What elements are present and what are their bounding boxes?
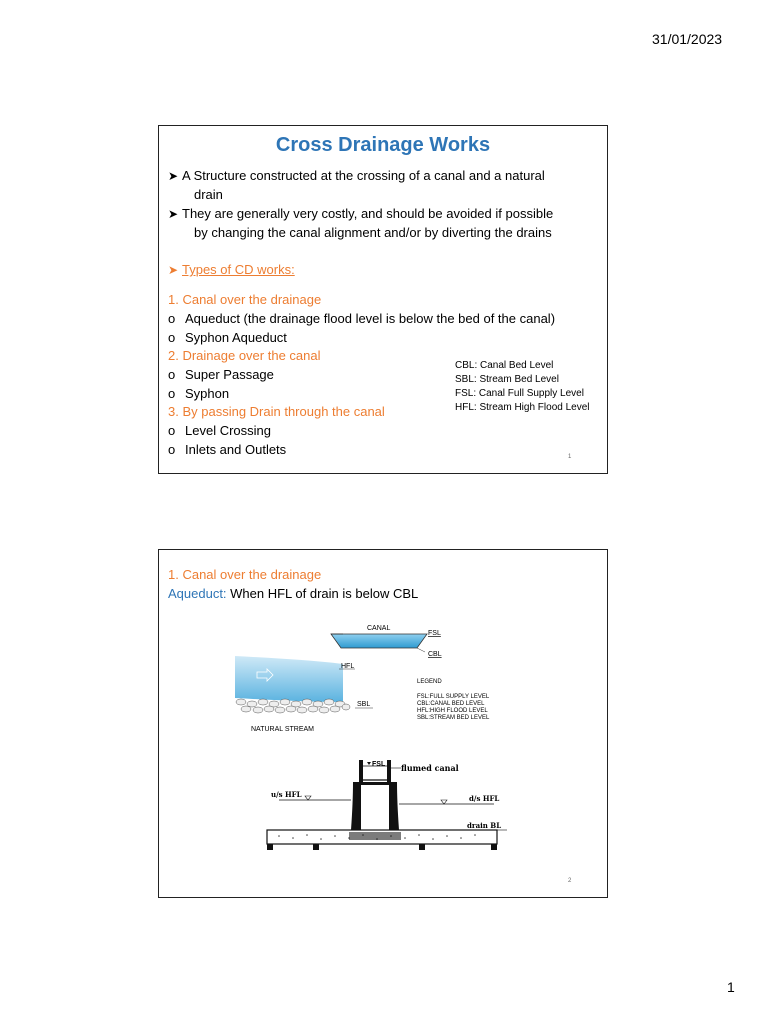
types-heading: ➤ Types of CD works: xyxy=(168,260,295,280)
legend-entry: CBL: Canal Bed Level xyxy=(455,360,554,371)
fsl-label: FSL xyxy=(372,761,386,768)
sub-item: o Aqueduct (the drainage flood level is below the bed of the canal) xyxy=(168,311,556,326)
arrow-bullet-icon: ➤ xyxy=(168,207,179,221)
right-pier xyxy=(389,782,399,830)
flume-left-wall xyxy=(359,760,363,782)
water-level-marker-icon xyxy=(367,762,371,765)
aqueduct-definition xyxy=(168,584,418,603)
arrow-bullet-icon: ➤ xyxy=(168,169,179,183)
flume-right-wall xyxy=(387,760,391,782)
numbered-item: 3. By passing Drain through the canal xyxy=(168,404,385,419)
water-level-marker-icon xyxy=(441,800,447,804)
ds-hfl-label: d/s HFL xyxy=(469,794,500,803)
slide-1 xyxy=(158,125,608,474)
aqueduct-text: When HFL of drain is below CBL xyxy=(226,586,419,601)
sub-item: o Super Passage xyxy=(168,367,274,382)
legend-entry: FSL: Canal Full Supply Level xyxy=(455,388,584,399)
left-pier xyxy=(351,782,361,830)
natural-stream-label: NATURAL STREAM xyxy=(251,726,315,733)
us-hfl-label: u/s HFL xyxy=(271,790,302,799)
sub-item: o Level Crossing xyxy=(168,423,271,438)
section-heading: 1. Canal over the drainage xyxy=(168,567,322,582)
legend-entry: CBL:CANAL BED LEVEL xyxy=(417,701,485,707)
sub-item: o Syphon xyxy=(168,386,230,401)
stream-water-shape xyxy=(235,656,343,702)
canal-section-shape xyxy=(331,634,427,648)
sub-item: o Syphon Aqueduct xyxy=(168,330,287,345)
hfl-label: HFL xyxy=(341,663,355,670)
flumed-canal-label: flumed canal xyxy=(401,763,459,773)
canal-label: CANAL xyxy=(367,625,391,632)
sub-item: o Inlets and Outlets xyxy=(168,442,287,457)
arrow-bullet-icon: ➤ xyxy=(168,263,179,277)
document-date: 31/01/2023 xyxy=(652,31,723,47)
water-level-marker-icon xyxy=(305,796,311,800)
legend-entry: SBL:STREAM BED LEVEL xyxy=(417,715,490,721)
page-number: 1 xyxy=(727,979,735,995)
legend-title: LEGEND xyxy=(417,679,442,685)
stream-bed-stones xyxy=(236,699,350,713)
legend-entry: HFL: Stream High Flood Level xyxy=(455,402,590,413)
slide-title: Cross Drainage Works xyxy=(275,134,491,156)
legend-entry: HFL:HIGH FLOOD LEVEL xyxy=(417,708,488,714)
slide-number: 2 xyxy=(568,878,572,884)
cbl-label: CBL xyxy=(428,651,442,658)
numbered-item: 1. Canal over the drainage xyxy=(168,292,322,307)
sbl-label: SBL xyxy=(357,701,371,708)
numbered-item: 2. Drainage over the canal xyxy=(168,348,321,363)
drain-bl-label: drain BL xyxy=(467,821,502,830)
fsl-label: FSL xyxy=(428,630,441,637)
flumed-canal-figure xyxy=(259,752,509,862)
aqueduct-label: Aqueduct: xyxy=(168,586,227,601)
slide-number: 1 xyxy=(568,454,572,460)
bullet-item-continued: drain xyxy=(194,187,223,202)
bullet-item: ➤ They are generally very costly, and should be avoided if possible xyxy=(168,204,553,224)
bullet-item: ➤ A Structure constructed at the crossing of a canal and a natural xyxy=(168,166,545,186)
slide-2 xyxy=(158,549,608,898)
aqueduct-section-figure xyxy=(231,620,511,740)
legend-entry: SBL: Stream Bed Level xyxy=(455,374,559,385)
legend-entry: FSL:FULL SUPPLY LEVEL xyxy=(417,694,490,700)
bullet-item-continued: by changing the canal alignment and/or by diverting the drains xyxy=(194,225,552,240)
